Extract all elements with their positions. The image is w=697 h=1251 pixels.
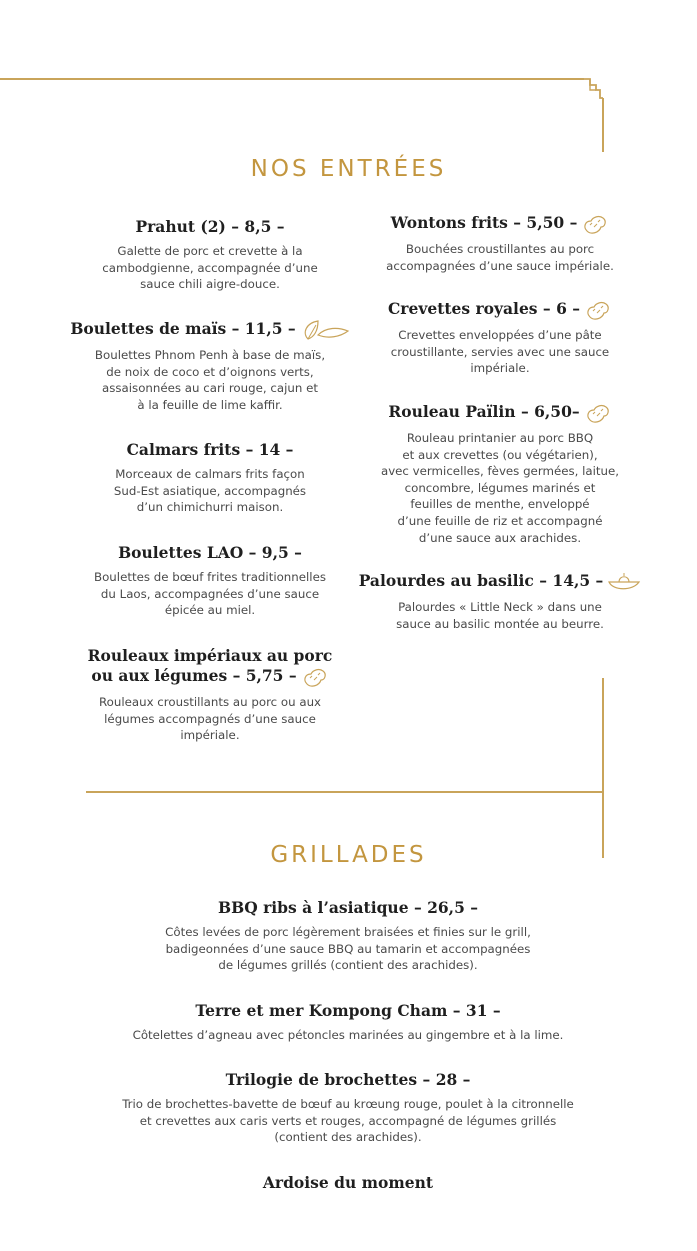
item-description: Trio de brochettes-bavette de bœuf au krœung rouge, poulet à la citronnelle et crevettes aux caris verts et rouges, accompagné de légumes grillés (contient des arachides).: [122, 1097, 574, 1145]
menu-item-calmars-frits: [70, 440, 350, 516]
menu-item-prahut: [70, 217, 350, 293]
peanut-icon: [584, 299, 612, 321]
peanut-icon: [581, 213, 609, 235]
item-description: Côtes levées de porc légèrement braisées et finies sur le grill, badigeonnées d’une sauce BBQ au tamarin et accompagnées de légumes grillés (contient des arachides).: [165, 925, 531, 973]
menu-item-wontons-frits: [350, 213, 650, 274]
peanut-icon: [301, 666, 329, 688]
item-name: Trilogie de brochettes – 28 –: [225, 1070, 471, 1089]
corner-ornament-icon: [580, 76, 608, 104]
menu-item-rouleau-pailin: [350, 402, 650, 546]
menu-item-rouleaux-imperiaux: [70, 646, 350, 744]
item-name: BBQ ribs à l’asiatique – 26,5 –: [218, 898, 478, 917]
vegetarian-leaf-icon: [300, 319, 350, 341]
item-description: Rouleau printanier au porc BBQ et aux crevettes (ou végétarien), avec vermicelles, fèves germées, laitue, concombre, légumes marinés et feuilles de menthe, enveloppé d’une feuille de riz et accompagné d’une sauce aux arachides.: [380, 431, 620, 545]
right-border-line-top: [602, 98, 604, 152]
item-name-line2: ou aux légumes – 5,75 –: [70, 666, 350, 688]
item-name: Prahut (2) – 8,5 –: [135, 217, 285, 236]
item-description: Boulettes de bœuf frites traditionnelles du Laos, accompagnées d’une sauce épicée au miel.: [94, 570, 326, 618]
menu-item-boulettes-lao: [70, 543, 350, 619]
item-name: Rouleau Païlin – 6,50–: [350, 402, 650, 424]
item-description: Bouchées croustillantes au porc accompagnées d’une sauce impériale.: [386, 242, 614, 273]
item-name: Palourdes au basilic – 14,5 –: [350, 571, 650, 593]
item-name: Terre et mer Kompong Cham – 31 –: [195, 1001, 501, 1020]
item-description: Boulettes Phnom Penh à base de maïs, de noix de coco et d’oignons verts, assaisonnées au cari rouge, cajun et à la feuille de lime kaffir.: [94, 348, 326, 412]
item-name: Calmars frits – 14 –: [126, 440, 294, 459]
item-description: Morceaux de calmars frits façon Sud-Est asiatique, accompagnés d’un chimichurri maison.: [113, 467, 307, 515]
right-border-line-mid: [602, 678, 604, 858]
menu-item-ardoise: [48, 1173, 648, 1199]
item-name: Ardoise du moment: [262, 1173, 434, 1192]
item-description: Rouleaux croustillants au porc ou aux légumes accompagnés d’une sauce impériale.: [98, 695, 322, 743]
item-name: Crevettes royales – 6 –: [350, 299, 650, 321]
grillades-section-title: GRILLADES: [270, 842, 427, 868]
menu-item-bbq-ribs: [48, 898, 648, 974]
entrees-section-title: NOS ENTRÉES: [250, 156, 447, 182]
item-name: Rouleaux impériaux au porc: [87, 646, 333, 665]
menu-item-trilogie-brochettes: [48, 1070, 648, 1146]
menu-item-crevettes-royales: [350, 299, 650, 377]
peanut-icon: [584, 402, 612, 424]
menu-item-boulettes-mais: [70, 319, 350, 413]
item-name: Boulettes LAO – 9,5 –: [118, 543, 302, 562]
item-name: Wontons frits – 5,50 –: [350, 213, 650, 235]
item-description: Crevettes enveloppées d’une pâte croustillante, servies avec une sauce impériale.: [390, 328, 610, 376]
item-description: Palourdes « Little Neck » dans une sauce au basilic montée au beurre.: [396, 600, 604, 631]
top-border-line: [0, 78, 584, 80]
middle-divider-line: [86, 791, 604, 793]
item-name: Boulettes de maïs – 11,5 –: [70, 319, 350, 341]
menu-item-terre-et-mer: [48, 1001, 648, 1044]
menu-item-palourdes-basilic: [350, 571, 650, 632]
item-description: Côtelettes d’agneau avec pétoncles marinées au gingembre et à la lime.: [132, 1028, 564, 1042]
item-description: Galette de porc et crevette à la cambodgienne, accompagnée d’une sauce chili aigre-douce.: [102, 244, 318, 292]
clam-dish-icon: [607, 571, 641, 593]
